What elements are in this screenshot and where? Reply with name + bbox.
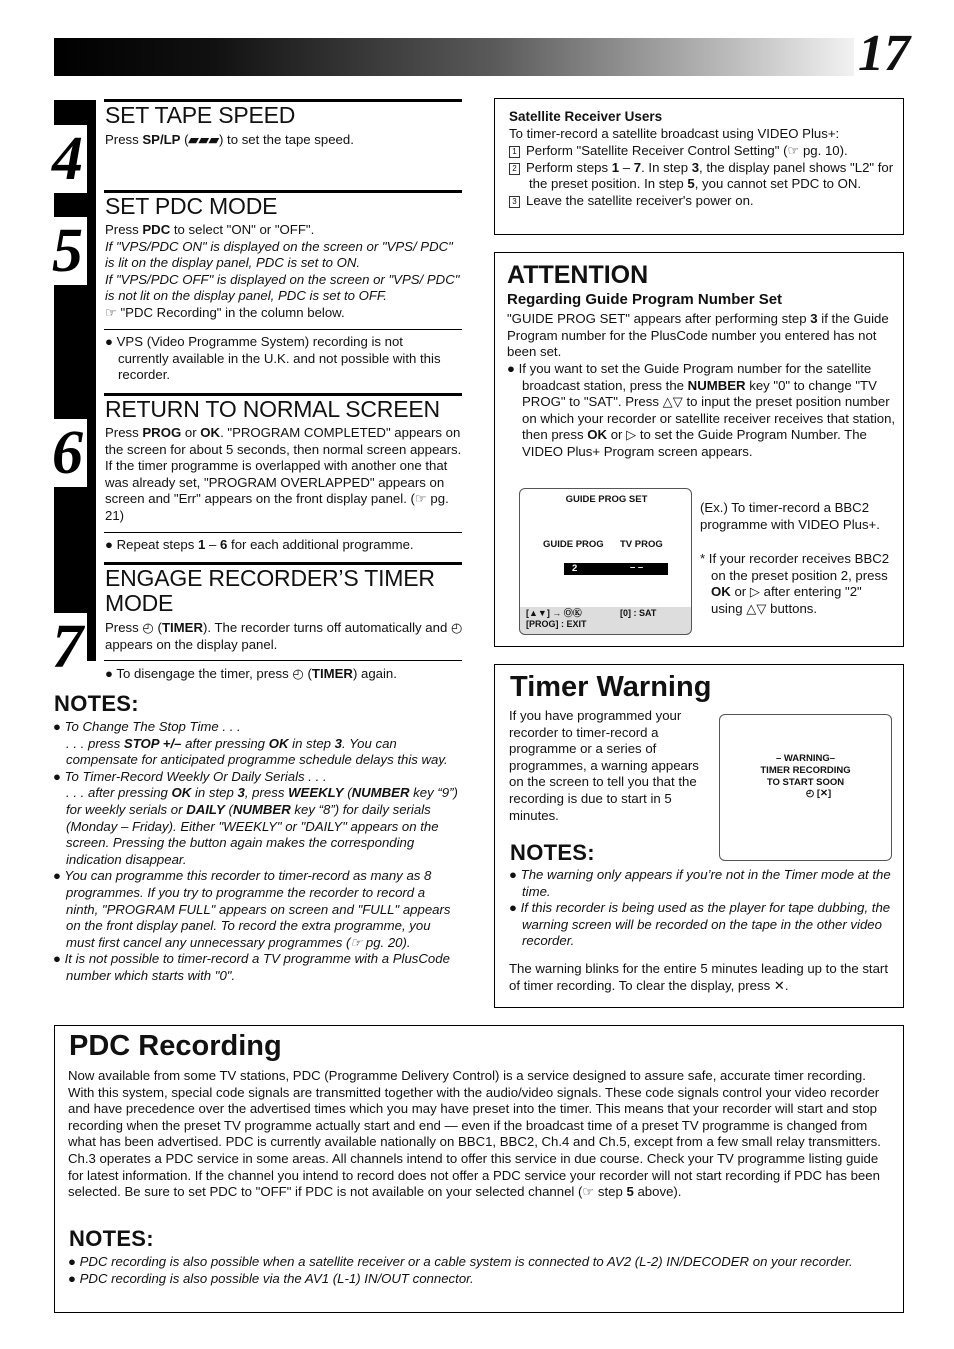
notes-list	[53, 719, 461, 985]
timer-warning-footer: The warning blinks for the entire 5 minutes leading up to the start of timer recording. To clear the display, press ✕.	[509, 961, 888, 993]
page-number: 17	[858, 25, 910, 82]
attention-example-note: * If your recorder receives BBC2 on the preset position 2, press OK or ▷ after entering "2" using △▽ buttons.	[700, 551, 890, 616]
screen-tv-prog-label: TV PROG	[620, 539, 663, 550]
pdc-recording-box	[54, 1025, 904, 1313]
screen-footer-nav: [▲▼] → ⓄⓀ	[526, 608, 582, 618]
timer-warning-screen	[719, 714, 892, 861]
satellite-step: 2 Perform steps 1 – 7. In step 3, the display panel shows "L2" for the preset position. In step 5, you cannot set PDC to ON.	[509, 160, 901, 193]
timer-warning-body: If you have programmed your recorder to timer-record a programme or a series of programmes, a warning appears on the screen to tell you that the recording is due to start in 5 minutes.	[509, 708, 699, 823]
screen-footer-sat: [0] : SAT	[620, 608, 657, 618]
satellite-intro: To timer-record a satellite broadcast using VIDEO Plus+:	[509, 126, 840, 141]
pdc-notes	[68, 1254, 894, 1287]
step-number-7: 7	[52, 616, 87, 678]
step-7-title: ENGAGE RECORDER’S TIMER MODE	[105, 565, 435, 616]
step-number-5: 5	[52, 220, 87, 282]
header-gradient-bar	[54, 38, 854, 76]
note-item: ● It is not possible to timer-record a TV programme with a PlusCode number which starts with "0".	[53, 951, 450, 983]
screen-footer-exit: [PROG] : EXIT	[526, 619, 587, 629]
attention-example: (Ex.) To timer-record a BBC2 programme with VIDEO Plus+.	[700, 500, 880, 532]
step-7-body: Press ◴ (TIMER). The recorder turns off automatically and ◴ appears on the display panel.	[105, 620, 463, 652]
step-7-divider	[104, 660, 462, 661]
note-item: ● PDC recording is also possible when a satellite receiver or a cable system is connected to AV2 (L-2) IN/DECODER on your recorder.	[68, 1254, 853, 1269]
note-item: ● You can programme this recorder to timer-record as many as 8 programmes. If you try to programme the recorder to record a ninth, "PROGRAM FULL" appears on screen and "FULL" appears on the front display panel. To record the extra programme, you must first cancel any unnecessary programmes (☞ pg. 20).	[53, 868, 451, 950]
pdc-title: PDC Recording	[69, 1030, 282, 1062]
attention-subtitle: Regarding Guide Program Number Set	[507, 291, 783, 308]
timer-warning-notes	[509, 867, 894, 950]
step-6-body: Press PROG or OK. "PROGRAM COMPLETED" appears on the screen for about 5 seconds, then normal screen appears. If the timer programme is overlapped with another one that was already set, "PROGRAM OVERLAPPED" appears on screen and "Err" appears on the front display panel. (☞ pg. 21)	[105, 425, 462, 523]
step-4-title: SET TAPE SPEED	[105, 102, 296, 128]
satellite-receiver-box	[494, 98, 904, 235]
guide-prog-set-screen	[519, 488, 692, 635]
note-item: ● PDC recording is also possible via the AV1 (L-1) IN/OUT connector.	[68, 1270, 474, 1286]
satellite-step: 3 Leave the satellite receiver's power on.	[509, 193, 901, 210]
step-6-bullet: ● Repeat steps 1 – 6 for each additional programme.	[105, 537, 414, 552]
step-5-title: SET PDC MODE	[105, 193, 278, 219]
step-5-body: Press PDC to select "ON" or "OFF". If "VPS/PDC ON" is displayed on the screen or "VPS/ PDC" is lit on the display panel, PDC is set to ON. If "VPS/PDC OFF" is displayed on the screen or "VPS/ PDC" is not lit on the display panel, PDC is set to OFF. ☞ "PDC Recording" in the column below.	[105, 222, 460, 320]
warning-line: – WARNING–	[775, 753, 836, 764]
screen-title: GUIDE PROG SET	[565, 494, 648, 505]
note-item: ● If this recorder is being used as the player for tape dubbing, the warning screen will be recorded on the tape in the other video recorder.	[509, 900, 891, 949]
step-number-4: 4	[52, 128, 87, 190]
step-5-bullet: ● VPS (Video Programme System) recording is not currently available in the U.K. and not possible with this recorder.	[105, 334, 441, 383]
satellite-steps	[509, 143, 901, 209]
attention-body: "GUIDE PROG SET" appears after performing step 3 if the Guide Program number for the PlusCode number you entered has not been set.	[507, 311, 889, 360]
attention-bullet: ● If you want to set the Guide Program number for the satellite broadcast station, press the NUMBER key "0" to change "TV PROG" to "SAT". Press △▽ to input the preset position number on which your recorder or satellite receiver receives that station, then press OK or ▷ to set the Guide Program Number. The VIDEO Plus+ Program screen appears.	[507, 361, 896, 459]
pdc-body: Now available from some TV stations, PDC (Programme Delivery Control) is a service designed to assure safe, accurate timer recording. With this system, special code signals are transmitted together with the audio/video signals. These code signals control your video recorder and have precedence over the advertised times which you may have preset into the timer. This means that your recorder will start and stop recording when the preset TV programme actually start and end — even if the broadcast time of a preset TV programme is changed from what has been advertised. PDC is currently available nationally on BBC1, BBC2, Ch.4 and Ch.5, except from a few small relay transmitters. Ch.3 operates a PDC service in some areas. All channels intend to offer this service in due course. Check your TV programme listing guide for latest information. If the channel you intend to record does not offer a PDC service your recorder will not start recording if PDC has been selected. Be sure to set PDC to "OFF" if PDC is not available on your selected channel (☞ step 5 above).	[68, 1068, 881, 1200]
step-7-bullet: ● To disengage the timer, press ◴ (TIMER) again.	[105, 666, 397, 681]
screen-guide-prog-label: GUIDE PROG	[543, 539, 604, 550]
screen-tv-prog-value: – –	[630, 562, 644, 573]
step-5-divider	[104, 329, 462, 330]
note-item: ● The warning only appears if you’re not in the Timer mode at the time.	[509, 867, 891, 899]
satellite-step: 1 Perform "Satellite Receiver Control Setting" (☞ pg. 10).	[509, 143, 901, 160]
attention-title: ATTENTION	[507, 261, 649, 289]
timer-warning-notes-title: NOTES:	[510, 840, 595, 865]
satellite-title: Satellite Receiver Users	[509, 109, 663, 124]
step-6-title: RETURN TO NORMAL SCREEN	[105, 396, 440, 422]
note-item: ● To Change The Stop Time . . . . . . press STOP +/– after pressing OK in step 3. You can compensate for anticipated programme schedule delays this way.	[53, 719, 448, 768]
screen-value-bar	[564, 563, 668, 575]
step-number-6: 6	[52, 422, 87, 484]
timer-warning-title: Timer Warning	[510, 671, 712, 703]
note-item: ● To Timer-Record Weekly Or Daily Serials . . . . . . after pressing OK in step 3, press WEEKLY (NUMBER key “9”) for weekly serials or DAILY (NUMBER key “8”) for daily serials (Monday – Friday). Either "WEEKLY" or "DAILY" appears on the screen. Pressing the button again makes the corresponding indication disappear.	[53, 768, 458, 867]
warning-line: TO START SOON	[766, 777, 845, 788]
warning-line: TIMER RECORDING	[760, 765, 851, 776]
step-6-divider	[104, 532, 462, 533]
step-4-body: Press SP/LP (▰▰▰) to set the tape speed.	[105, 132, 354, 147]
pdc-notes-title: NOTES:	[69, 1226, 154, 1251]
screen-guide-prog-value: 2	[572, 563, 578, 574]
notes-title: NOTES:	[54, 691, 139, 716]
warning-timer-icon: ◴ [✕]	[805, 788, 832, 799]
